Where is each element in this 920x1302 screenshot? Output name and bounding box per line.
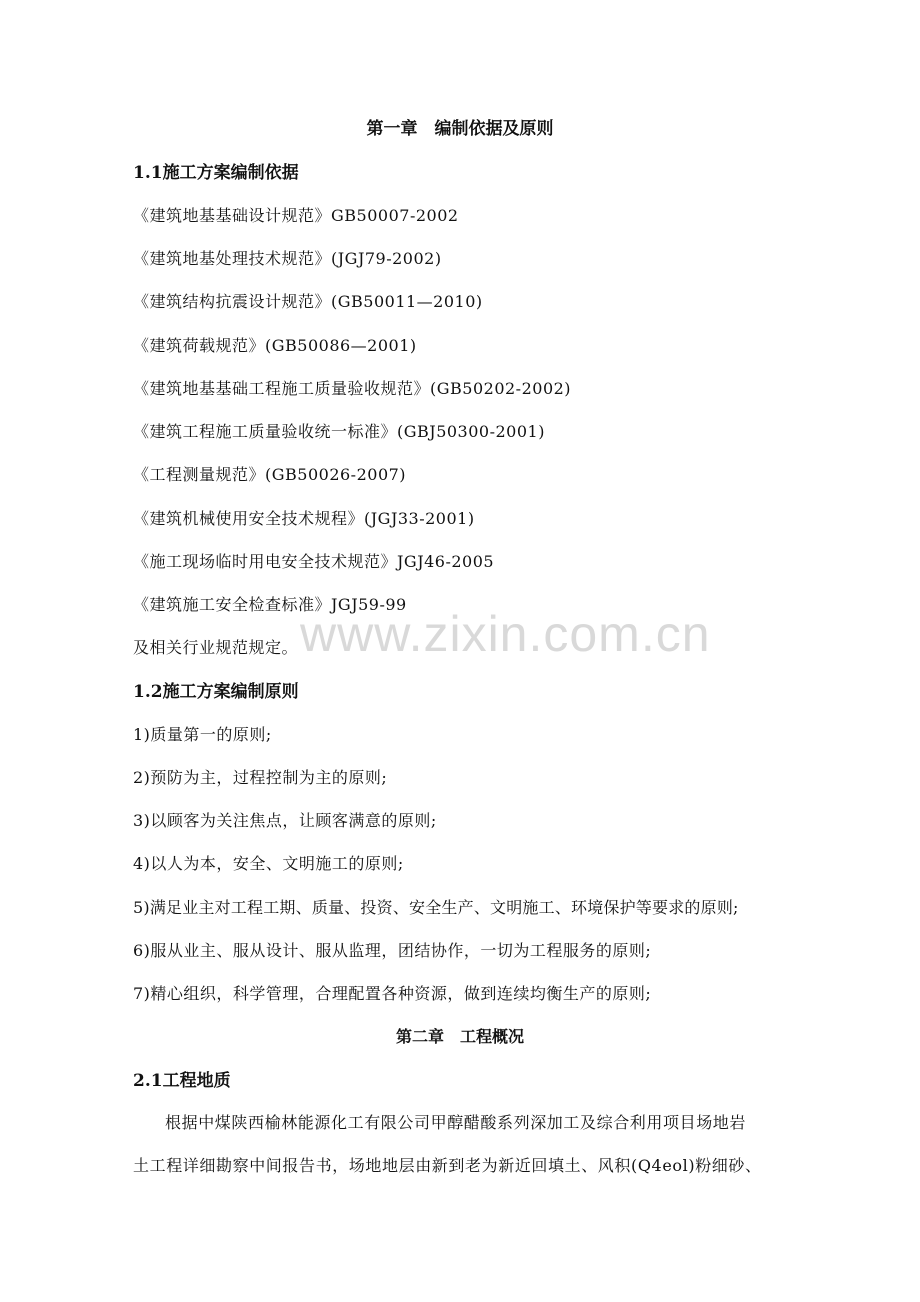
principle-item: 4)以人为本，安全、文明施工的原则;: [133, 854, 404, 873]
paragraph-line: 土工程详细勘察中间报告书，场地地层由新到老为新近回填土、风积(Q4eol)粉细砂、: [133, 1156, 762, 1175]
chapter-2-title: 第二章 工程概况: [395, 1027, 524, 1046]
basis-item: 及相关行业规范规定。: [133, 638, 299, 657]
basis-item: 《建筑施工安全检查标准》JGJ59-99: [133, 595, 407, 614]
watermark: www.zixin.com.cn: [300, 606, 711, 662]
basis-item: 《建筑地基处理技术规范》(JGJ79-2002): [133, 249, 442, 268]
section-1-1-heading: 1.1施工方案编制依据: [133, 163, 299, 183]
chapter-1-title: 第一章 编制依据及原则: [366, 119, 554, 139]
section-1-2-heading: 1.2施工方案编制原则: [133, 682, 299, 702]
principle-item: 7)精心组织，科学管理，合理配置各种资源，做到连续均衡生产的原则;: [133, 984, 652, 1003]
basis-item: 《建筑结构抗震设计规范》(GB50011—2010): [133, 292, 483, 311]
section-2-1-heading: 2.1工程地质: [133, 1071, 231, 1091]
basis-item: 《建筑地基基础工程施工质量验收规范》(GB50202-2002): [133, 379, 572, 398]
principle-item: 6)服从业主、服从设计、服从监理，团结协作，一切为工程服务的原则;: [133, 941, 652, 960]
basis-item: 《建筑地基基础设计规范》GB50007-2002: [133, 206, 459, 225]
basis-item: 《施工现场临时用电安全技术规范》JGJ46-2005: [133, 552, 495, 571]
basis-item: 《建筑荷载规范》(GB50086—2001): [133, 336, 417, 355]
principle-item: 1)质量第一的原则;: [133, 725, 272, 744]
basis-item: 《建筑机械使用安全技术规程》(JGJ33-2001): [133, 509, 475, 528]
principle-item: 2)预防为主，过程控制为主的原则;: [133, 768, 388, 787]
principle-item: 3)以顾客为关注焦点，让顾客满意的原则;: [133, 811, 437, 830]
basis-item: 《建筑工程施工质量验收统一标准》(GBJ50300-2001): [133, 422, 545, 441]
paragraph-line: 根据中煤陕西榆林能源化工有限公司甲醇醋酸系列深加工及综合利用项目场地岩: [165, 1113, 747, 1132]
basis-item: 《工程测量规范》(GB50026-2007): [133, 465, 407, 484]
principle-item: 5)满足业主对工程工期、质量、投资、安全生产、文明施工、环境保护等要求的原则;: [133, 898, 739, 917]
